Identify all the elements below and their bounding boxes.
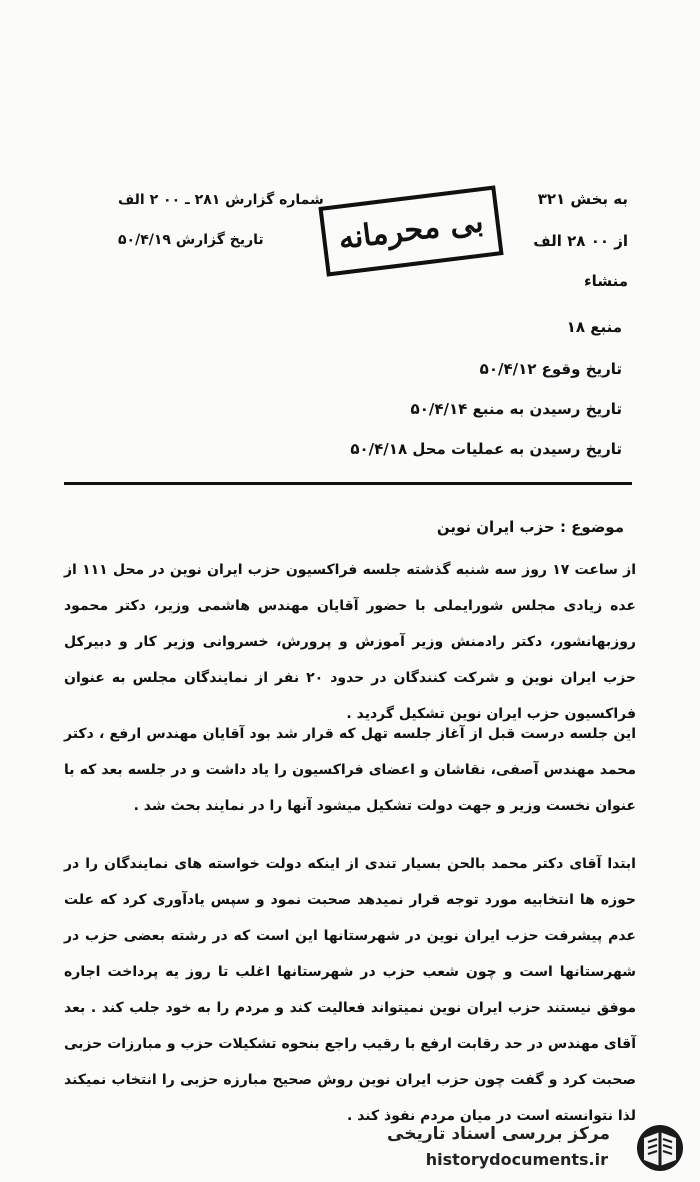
ref-line: منبع ۱۸: [566, 318, 622, 336]
paragraph-3: ابتدا آقای دکتر محمد بالحن بسیار تندی از اینکه دولت خواسته های نمایندگان را در حوزه ها انتخابیه مورد توجه قرار نمیدهد صحبت نمود و سپس یادآوری کرد که علت عدم پیشرفت حزب ایران نوین در شهرستانها این است که در رشته بعضی حزب در شهرستانها است و چون شعب حزب در شهرستانها اغلب تا روز یه پرداخت اجاره موفق نیستند حزب ایران نوین نمیتواند فعالیت کند و مردم را به خود جلب کند . بعد آقای مهندس در حد رقابت ارفع با رقیب راجع بنحوه تشکیلات حزب و مبارزات حزبی صحبت کرد و گفت چون حزب ایران نوین روش صحیح مبارزه حزبی را انتخاب نمیکند لذا نتوانسته است در میان مردم نفوذ کند .: [64, 856, 636, 1124]
subject-line: موضوع : حزب ایران نوین: [436, 518, 624, 536]
event-date: تاریخ وقوع ۵۰/۴/۱۲: [479, 360, 622, 378]
received-ops-date: تاریخ رسیدن به عملیات محل ۵۰/۴/۱۸: [350, 440, 622, 458]
from-line: از ۰۰ ۲۸ الف: [533, 232, 628, 250]
received-source-date: تاریخ رسیدن به منبع ۵۰/۴/۱۴: [410, 400, 622, 418]
stamp-text: بی محرمانه: [336, 204, 486, 257]
archive-logo-icon: [630, 1122, 688, 1174]
watermark-title: مرکز بررسی اسناد تاریخی: [387, 1124, 610, 1144]
report-number: شماره گزارش ۲۸۱ ـ ۰۰ ۲ الف: [118, 192, 324, 208]
source-line: منشاء: [584, 272, 628, 290]
watermark-url: historydocuments.ir: [425, 1150, 608, 1169]
report-date: تاریخ گزارش ۵۰/۴/۱۹: [118, 232, 264, 248]
divider-line: [64, 482, 632, 485]
section-line: به بخش ۳۲۱: [537, 190, 628, 208]
confidential-stamp: [318, 185, 503, 276]
archive-watermark: [387, 1120, 688, 1176]
paragraph-2: این جلسه درست قبل از آغاز جلسه تهل که قرار شد بود آقایان مهندس ارفع ، دکتر محمد مهندس آصفی، نقاشان و اعضای فراکسیون را یاد داشت و در جلسه بعد که با عنوان نخست وزیر و جهت دولت تشکیل میشود آنها را در نمایند بحث شد .: [64, 726, 636, 814]
paragraph-1: از ساعت ۱۷ روز سه شنبه گذشته جلسه فراکسیون حزب ایران نوین در محل ۱۱۱ از عده زیادی مجلس شورایملی با حضور آقایان مهندس هاشمی وزیر، دکتر محمود روزبهانشور، دکتر رادمنش وزیر آموزش و پرورش، خسروانی وزیر کار و دبیرکل حزب ایران نوین و شرکت کنندگان در حدود ۲۰ نفر از نمایندگان مجلس به عنوان فراکسیون حزب ایران نوین تشکیل گردید .: [64, 562, 637, 722]
